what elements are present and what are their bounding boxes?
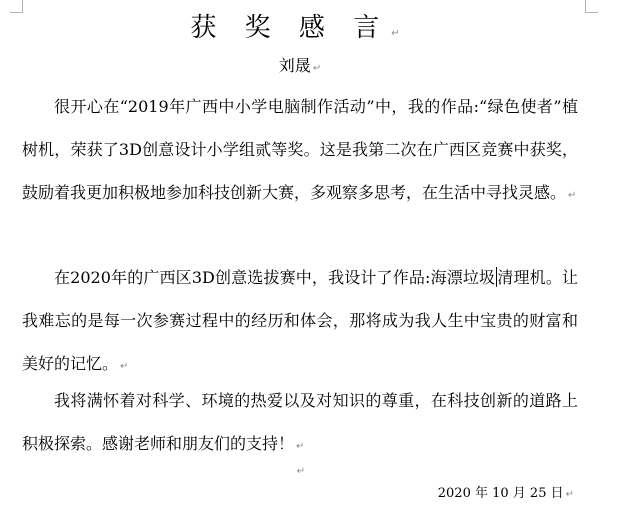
author-name — [22, 54, 578, 81]
author-text: 刘晟 — [278, 56, 311, 75]
body-paragraph-1 — [22, 86, 578, 217]
empty-paragraph — [22, 462, 578, 479]
paragraph-mark-icon: ↵ — [391, 28, 410, 39]
document-date — [438, 484, 574, 505]
body-paragraph-3 — [22, 380, 578, 469]
document-page[interactable] — [22, 0, 578, 507]
paragraph-1-text: 很开心在“2019年广西中小学电脑制作活动”中，我的作品:“绿色使者”植树机，荣获了3D创意设计小学组贰等奖。这是我第二次在广西区竞赛中获奖，鼓励着我更加积极地参加科技创新大赛，多观察多思考，在生活中寻找灵感。 — [22, 97, 578, 202]
paragraph-mark-icon: ↵ — [120, 360, 129, 372]
paragraph-mark-icon: ↵ — [568, 189, 577, 201]
text-cursor — [496, 267, 497, 287]
paragraph-mark-icon: ↵ — [565, 489, 574, 500]
title-text: 获 奖 感 言 — [190, 13, 390, 43]
paragraph-mark-icon: ↵ — [296, 440, 305, 452]
date-text: 2020 年 10 月 25 日 — [437, 486, 564, 501]
body-paragraph-2 — [22, 257, 578, 388]
paragraph-2-text: 在2020年的广西区3D创意选拔赛中，我设计了作品:海漂垃圾 清理机。让我难忘的是每一次参赛过程中的经历和体会，那将成为我人生中宝贵的财富和美好的记忆。 — [22, 268, 578, 373]
document-title — [22, 12, 578, 50]
paragraph-mark-icon: ↵ — [296, 466, 306, 477]
paragraph-3-text: 我将满怀着对科学、环境的热爱以及对知识的尊重，在科技创新的道路上积极探索。感谢老师和朋友们的支持！ — [22, 391, 578, 453]
page-corner-mark-right — [585, 0, 598, 13]
paragraph-mark-icon: ↵ — [312, 63, 322, 74]
